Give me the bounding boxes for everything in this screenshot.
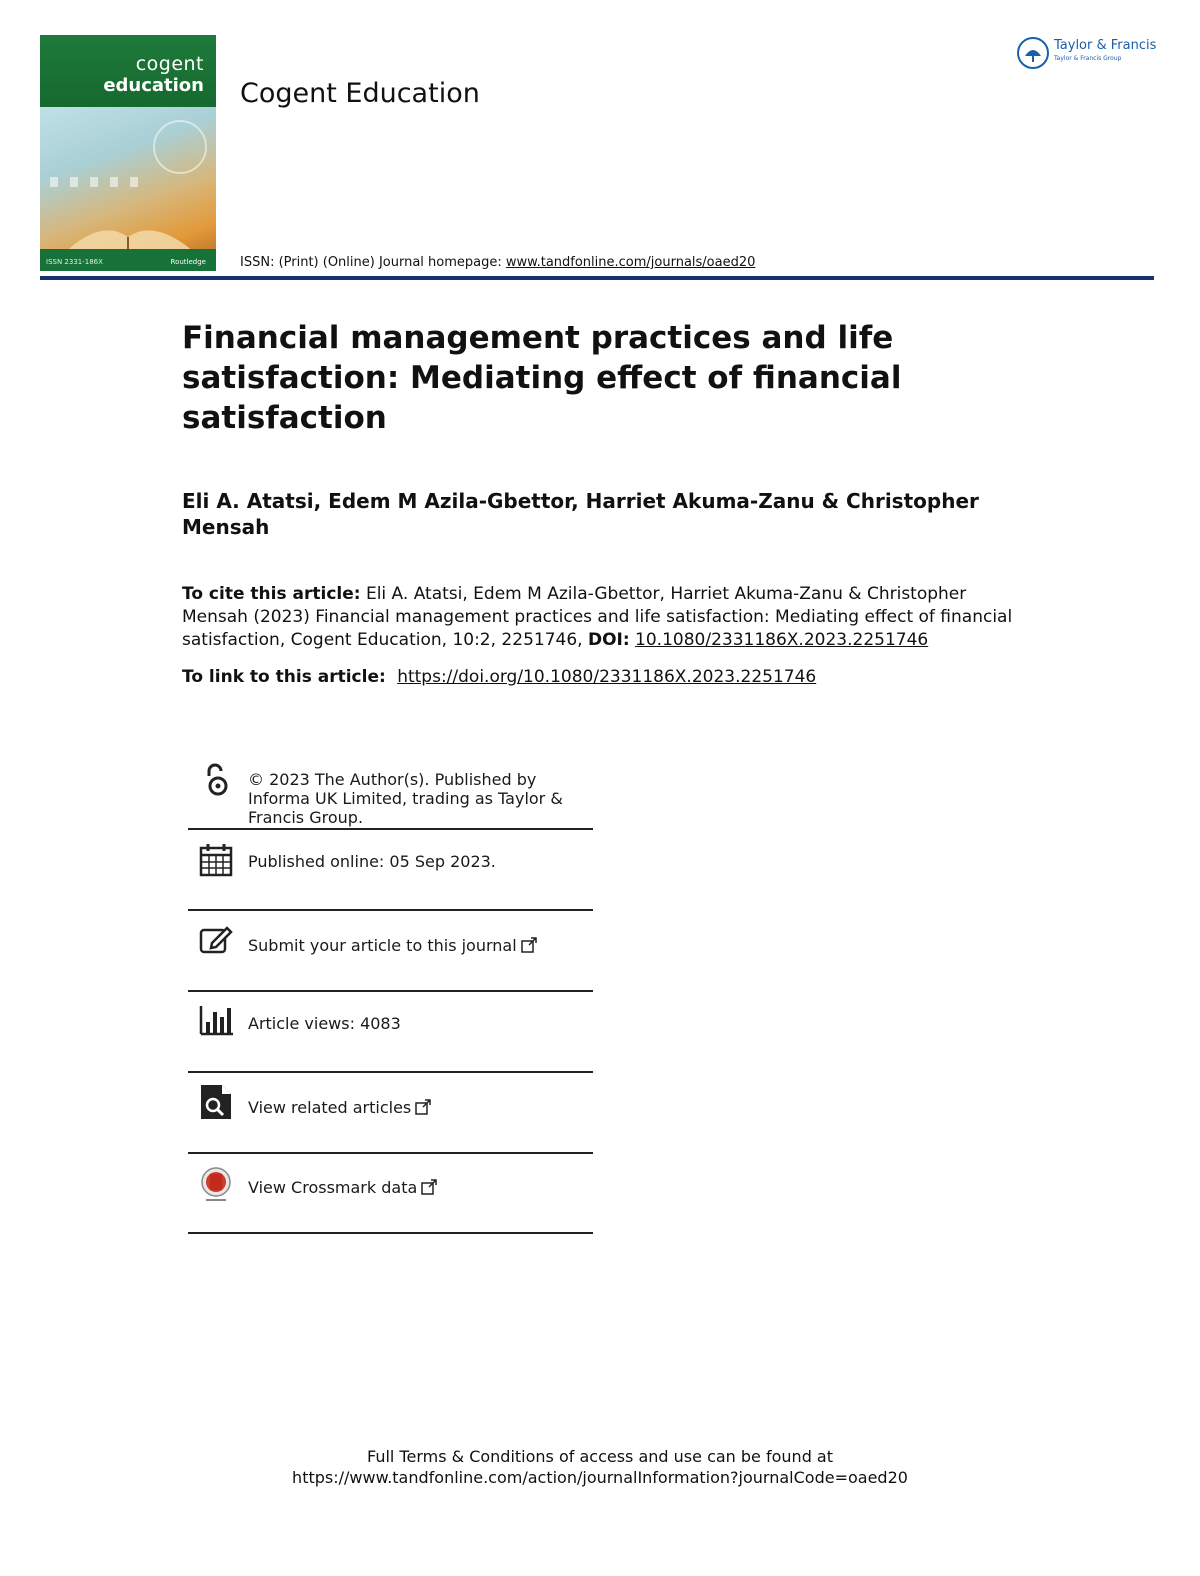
- cover-artwork: [40, 107, 216, 271]
- crossmark-link[interactable]: [248, 1178, 593, 1197]
- info-divider: [188, 990, 593, 992]
- crossmark-icon: [198, 1166, 234, 1202]
- open-access-icon: [198, 762, 234, 798]
- external-link-icon: [415, 1099, 431, 1115]
- info-divider: [188, 828, 593, 830]
- header-divider: [40, 276, 1154, 280]
- journal-name: Cogent Education: [240, 78, 480, 109]
- search-document-icon: [198, 1084, 234, 1120]
- cover-book-illustration: [40, 107, 216, 271]
- publisher-logo-text: Taylor & Francis: [1054, 38, 1157, 53]
- published-row: [188, 840, 593, 908]
- journal-homepage-link[interactable]: www.tandfonline.com/journals/oaed20: [505, 255, 756, 270]
- cover-publisher: Routledge: [170, 258, 206, 266]
- edit-icon: [198, 922, 234, 958]
- copyright-row: [188, 762, 593, 828]
- journal-cover: [40, 35, 216, 271]
- external-link-icon: [421, 1179, 437, 1195]
- terms-footer: [0, 1446, 1200, 1488]
- calendar-icon: [198, 842, 234, 878]
- citation-block: [182, 583, 1022, 652]
- cover-logo-education: education: [103, 75, 204, 96]
- crossmark-row[interactable]: [188, 1164, 593, 1232]
- info-divider: [188, 1232, 593, 1234]
- related-articles-label: View related articles: [248, 1098, 412, 1117]
- crossmark-label: View Crossmark data: [248, 1178, 418, 1197]
- submit-row[interactable]: [188, 920, 593, 988]
- cover-issn: ISSN 2331-186X: [46, 258, 103, 266]
- terms-url[interactable]: https://www.tandfonline.com/action/journalInformation?journalCode=oaed20: [292, 1468, 908, 1487]
- related-articles-link[interactable]: [248, 1098, 593, 1117]
- external-link-icon: [521, 937, 537, 953]
- info-divider: [188, 1152, 593, 1154]
- submit-article-link[interactable]: [248, 936, 593, 955]
- link-label: To link to this article:: [182, 667, 386, 687]
- issn-prefix: ISSN: (Print) (Online) Journal homepage:: [240, 255, 506, 270]
- article-views: Article views: 4083: [248, 1014, 401, 1033]
- article-title: Financial management practices and life satisfaction: Mediating effect of financial satisfaction: [182, 320, 902, 436]
- terms-line: Full Terms & Conditions of access and use can be found at: [366, 1447, 834, 1466]
- info-divider: [188, 909, 593, 911]
- taylor-francis-logo-icon: [1016, 36, 1050, 70]
- related-row[interactable]: [188, 1082, 593, 1150]
- copyright-text: © 2023 The Author(s). Published by Informa UK Limited, trading as Taylor & Francis Group.: [248, 770, 563, 827]
- article-doi-url[interactable]: https://doi.org/10.1080/2331186X.2023.2251746: [397, 667, 817, 687]
- submit-article-label: Submit your article to this journal: [248, 936, 517, 955]
- cover-logo-cogent: cogent: [135, 53, 204, 75]
- cite-text: Eli A. Atatsi, Edem M Azila-Gbettor, Harriet Akuma-Zanu & Christopher Mensah (2023) Financial management practices and life satisfaction: Mediating effect of financial satisfaction, Cogent Education, 10:2, 2251746,: [182, 584, 1013, 650]
- doi-link[interactable]: 10.1080/2331186X.2023.2251746: [635, 630, 929, 650]
- publisher-logo-subtext: Taylor & Francis Group: [1054, 55, 1122, 62]
- article-authors: Eli A. Atatsi, Edem M Azila-Gbettor, Harriet Akuma-Zanu & Christopher Mensah: [182, 489, 979, 539]
- doi-label: DOI:: [587, 630, 630, 650]
- issn-line: [240, 255, 755, 270]
- bar-chart-icon: [198, 1002, 234, 1038]
- info-divider: [188, 1071, 593, 1073]
- cite-label: To cite this article:: [182, 584, 361, 604]
- article-link-line: [182, 667, 1022, 687]
- published-date: Published online: 05 Sep 2023.: [248, 852, 496, 871]
- views-row: [188, 1000, 593, 1068]
